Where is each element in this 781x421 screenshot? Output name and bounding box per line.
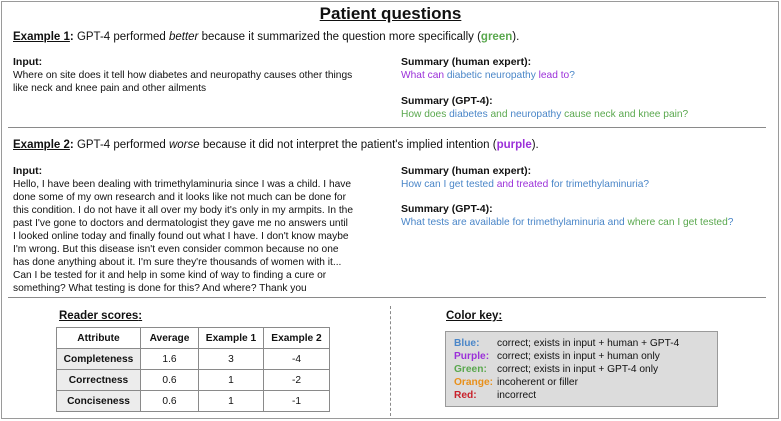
example1-human-text	[401, 69, 771, 82]
color-key-desc: correct; exists in input + human only	[497, 351, 660, 362]
color-key-label: Blue:	[454, 338, 480, 349]
example1-gpt-summary	[401, 95, 771, 121]
color-key-label: Orange:	[454, 377, 494, 388]
example2-gpt-heading: Summary (GPT-4):	[401, 203, 493, 215]
reader-scores-title	[59, 310, 142, 322]
example2-label: Example 2	[13, 139, 70, 151]
colored-run: ?	[569, 70, 575, 81]
colored-run: What tests are available for trimethylaminuria and	[401, 217, 628, 228]
example1-input	[13, 56, 383, 95]
text-line: I looked online today and finally found out what I have. I don't know maybe	[13, 231, 349, 242]
example1-emph: better	[168, 31, 199, 43]
color-key-label: Green:	[454, 364, 487, 375]
example1-mid: because it summarized the question more specifically (	[198, 31, 481, 43]
cell-example2: -4	[264, 349, 330, 370]
colored-run: for trimethylaminuria?	[551, 179, 650, 190]
color-key-desc: correct; exists in input + human + GPT-4	[497, 338, 680, 349]
color-key-title-text: Color key	[446, 310, 499, 322]
colored-run: lead to	[535, 70, 570, 81]
colored-run: cause neck and knee pain?	[561, 109, 689, 120]
color-key-item	[454, 350, 717, 363]
cell-example2: -2	[264, 370, 330, 391]
example1-human-summary	[401, 56, 771, 82]
colored-run: diabetes	[449, 109, 488, 120]
example2-label-colon: :	[69, 139, 74, 151]
vertical-divider	[390, 306, 391, 416]
row-attribute: Completeness	[57, 349, 141, 370]
column-header: Attribute	[57, 328, 141, 349]
cell-average: 0.6	[141, 391, 199, 412]
color-key-box	[445, 331, 718, 407]
example2-human-heading: Summary (human expert):	[401, 165, 532, 177]
colored-run: and	[487, 109, 511, 120]
column-header: Example 1	[199, 328, 264, 349]
example1-pre: GPT-4 performed	[73, 31, 169, 43]
color-key-title-colon: :	[498, 310, 503, 322]
reader-scores-title-text: Reader scores	[59, 310, 139, 322]
color-key-desc: incorrect	[497, 390, 537, 401]
color-key-item	[454, 389, 717, 402]
text-line: Hello, I have been dealing with trimethylaminuria since I was a child. I have	[13, 179, 352, 190]
text-line: has done anything about it. I'm sure they're thousands of women with it...	[13, 257, 342, 268]
row-attribute: Conciseness	[57, 391, 141, 412]
example2-human-summary	[401, 165, 771, 191]
example2-pre: GPT-4 performed	[73, 139, 169, 151]
text-line: past I've gone to doctors and dermatologist they gave me no answers until	[13, 218, 348, 229]
column-header: Example 2	[264, 328, 330, 349]
cell-average: 1.6	[141, 349, 199, 370]
text-line: this condition. I do not have it all over my body it's only in my armpits. In the	[13, 205, 353, 216]
example2-emph: worse	[168, 139, 200, 151]
cell-example1: 3	[199, 349, 264, 370]
table-row	[57, 370, 330, 391]
text-line: done some of my own research and it looks like not much can be done for	[13, 192, 346, 203]
row-attribute: Correctness	[57, 370, 141, 391]
color-key-item	[454, 376, 717, 389]
color-key-title	[446, 310, 502, 322]
example2-post: ).	[531, 139, 539, 151]
cell-average: 0.6	[141, 370, 199, 391]
colored-run: What can	[401, 70, 447, 81]
table-row	[57, 391, 330, 412]
example1-label: Example 1	[13, 31, 70, 43]
text-line: Where on site does it tell how diabetes and neuropathy causes other things	[13, 70, 353, 81]
colored-run: ?	[727, 217, 734, 228]
example1-gpt-heading: Summary (GPT-4):	[401, 95, 493, 107]
example1-input-text	[13, 69, 383, 95]
example2-heading	[13, 139, 539, 151]
example2-mid: because it did not interpret the patient's implied intention (	[199, 139, 497, 151]
column-header: Average	[141, 328, 199, 349]
example1-post: ).	[512, 31, 520, 43]
cell-example1: 1	[199, 391, 264, 412]
divider-2	[8, 297, 766, 298]
example1-tag: green	[480, 31, 513, 43]
example2-input-heading: Input:	[13, 165, 43, 177]
color-key-item	[454, 337, 717, 350]
example1-input-heading: Input:	[13, 56, 43, 68]
color-key-item	[454, 363, 717, 376]
example2-gpt-summary	[401, 203, 771, 229]
example1-label-colon: :	[69, 31, 74, 43]
example2-gpt-text	[401, 216, 771, 229]
text-line: Can I be tested for it and help in some kind of way to finding a cure or	[13, 270, 327, 281]
colored-run: neuropathy	[510, 109, 562, 120]
color-key-label: Purple:	[454, 351, 490, 362]
colored-run: How can I get tested	[401, 179, 494, 190]
colored-run: How does	[401, 109, 450, 120]
reader-scores-title-colon: :	[138, 310, 143, 322]
colored-run: and treated	[493, 179, 552, 190]
colored-run: where can I get tested	[627, 217, 728, 228]
text-line: something? What testing is done for this? And where? Thank you	[13, 283, 307, 294]
reader-scores-table	[56, 327, 330, 412]
example2-input-text	[13, 178, 393, 295]
example1-heading	[13, 31, 519, 43]
example1-gpt-text	[401, 108, 771, 121]
text-line: I'm wrong. But this disease isn't even consider common because no one	[13, 244, 339, 255]
cell-example1: 1	[199, 370, 264, 391]
color-key-desc: correct; exists in input + GPT-4 only	[497, 364, 659, 375]
table-row	[57, 349, 330, 370]
color-key-desc: incoherent or filler	[497, 377, 578, 388]
page-title: Patient questions	[319, 4, 462, 23]
table-header-row	[57, 328, 330, 349]
divider-1	[8, 127, 766, 128]
example2-tag: purple	[496, 139, 532, 151]
text-line: like neck and knee pain and other ailments	[13, 83, 207, 94]
example2-input	[13, 165, 393, 295]
example2-human-text	[401, 178, 771, 191]
example1-human-heading: Summary (human expert):	[401, 56, 532, 68]
colored-run: diabetic neuropathy	[446, 70, 536, 81]
cell-example2: -1	[264, 391, 330, 412]
color-key-label: Red:	[454, 390, 477, 401]
